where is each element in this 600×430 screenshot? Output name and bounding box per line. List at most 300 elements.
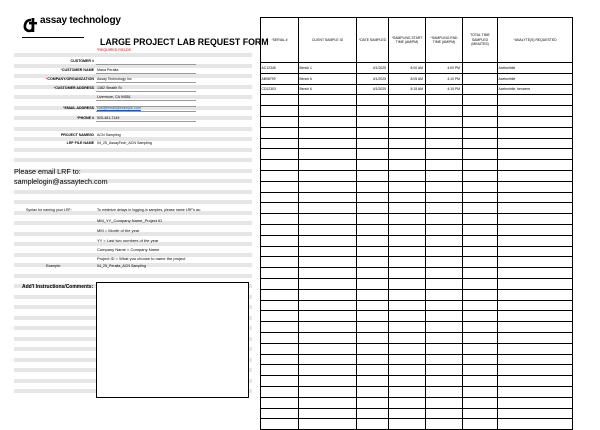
table-cell[interactable] — [261, 322, 299, 333]
band-row — [14, 53, 252, 57]
table-cell[interactable] — [498, 235, 573, 246]
table-cell[interactable] — [463, 397, 498, 408]
table-cell[interactable] — [463, 300, 498, 311]
table-cell[interactable] — [463, 160, 498, 171]
table-cell[interactable] — [498, 322, 573, 333]
additional-instructions-label: Add'l Instructions/Comments: — [22, 284, 94, 290]
table-cell[interactable] — [357, 397, 389, 408]
table-cell[interactable] — [357, 376, 389, 387]
table-cell[interactable] — [299, 386, 357, 397]
table-cell[interactable] — [357, 224, 389, 235]
table-row — [261, 354, 573, 365]
table-cell[interactable] — [299, 311, 357, 322]
table-cell[interactable] — [463, 246, 498, 257]
required-fields-note: *REQUIRED FIELDS — [97, 48, 131, 52]
table-cell[interactable] — [426, 365, 463, 376]
table-cell[interactable]: Bench 1 — [299, 63, 357, 74]
table-cell[interactable] — [426, 419, 463, 430]
table-cell[interactable] — [299, 289, 357, 300]
column-header: CLIENT SAMPLE ID — [299, 18, 357, 63]
table-cell[interactable] — [261, 106, 299, 117]
table-cell[interactable] — [498, 246, 573, 257]
table-cell[interactable] — [357, 116, 389, 127]
table-cell[interactable] — [498, 224, 573, 235]
table-cell[interactable] — [299, 332, 357, 343]
table-cell[interactable]: CD12303 — [261, 84, 299, 95]
table-cell[interactable] — [426, 138, 463, 149]
table-cell[interactable] — [357, 419, 389, 430]
table-cell[interactable] — [498, 397, 573, 408]
field-value[interactable]: 1382 Stealth St — [97, 86, 122, 90]
table-cell[interactable] — [299, 268, 357, 279]
table-cell[interactable] — [389, 160, 426, 171]
table-cell[interactable] — [389, 106, 426, 117]
table-cell[interactable]: Acetonitrile — [498, 63, 573, 74]
table-cell[interactable]: 8:00 AM — [389, 63, 426, 74]
table-cell[interactable] — [426, 408, 463, 419]
table-row — [261, 343, 573, 354]
table-cell[interactable] — [389, 419, 426, 430]
table-cell[interactable] — [261, 397, 299, 408]
band-row — [14, 127, 252, 131]
table-cell[interactable] — [498, 365, 573, 376]
table-cell[interactable] — [357, 127, 389, 138]
table-cell[interactable] — [463, 170, 498, 181]
table-cell[interactable] — [426, 386, 463, 397]
field-underline — [96, 73, 196, 74]
additional-instructions-box[interactable] — [96, 282, 249, 398]
table-cell[interactable] — [426, 246, 463, 257]
table-cell[interactable] — [498, 116, 573, 127]
table-cell[interactable] — [426, 214, 463, 225]
table-cell[interactable] — [261, 268, 299, 279]
table-cell[interactable] — [389, 192, 426, 203]
field-label: *PHONE # — [76, 116, 94, 120]
table-cell[interactable] — [498, 386, 573, 397]
column-header: *SAMPLING START TIME (AM/PM) — [389, 18, 426, 63]
table-cell[interactable] — [261, 278, 299, 289]
table-cell[interactable] — [389, 246, 426, 257]
table-cell[interactable] — [299, 365, 357, 376]
table-cell[interactable] — [261, 365, 299, 376]
table-cell[interactable] — [463, 106, 498, 117]
table-cell[interactable] — [389, 397, 426, 408]
table-cell[interactable] — [357, 386, 389, 397]
table-cell[interactable] — [498, 278, 573, 289]
table-cell[interactable] — [463, 332, 498, 343]
band-row — [14, 85, 252, 89]
table-cell[interactable] — [463, 95, 498, 106]
table-cell[interactable] — [498, 170, 573, 181]
column-header: *ANALYTE(S) REQUESTED — [498, 18, 573, 63]
table-cell[interactable] — [463, 224, 498, 235]
table-cell[interactable] — [498, 408, 573, 419]
table-cell[interactable] — [463, 63, 498, 74]
table-cell[interactable] — [463, 322, 498, 333]
table-cell[interactable] — [299, 214, 357, 225]
table-cell[interactable] — [463, 268, 498, 279]
table-cell[interactable] — [299, 116, 357, 127]
table-cell[interactable] — [389, 354, 426, 365]
table-cell[interactable] — [261, 343, 299, 354]
table-cell[interactable] — [498, 289, 573, 300]
table-row — [261, 408, 573, 419]
table-cell[interactable] — [357, 181, 389, 192]
table-cell[interactable] — [463, 408, 498, 419]
table-cell[interactable] — [389, 300, 426, 311]
table-cell[interactable] — [463, 419, 498, 430]
table-cell[interactable]: 8:05 AM — [389, 73, 426, 84]
table-cell[interactable]: 4:00 PM — [426, 63, 463, 74]
table-cell[interactable] — [426, 116, 463, 127]
table-cell[interactable] — [426, 311, 463, 322]
table-cell[interactable]: Bench 6 — [299, 73, 357, 84]
table-cell[interactable] — [357, 300, 389, 311]
table-cell[interactable] — [498, 192, 573, 203]
table-cell[interactable] — [498, 354, 573, 365]
table-cell[interactable] — [426, 332, 463, 343]
syntax-line: MM = Month of the year — [97, 228, 140, 233]
field-value[interactable]: ACN Sampling — [97, 133, 121, 137]
table-cell[interactable] — [426, 235, 463, 246]
table-row — [261, 311, 573, 322]
table-cell[interactable] — [463, 376, 498, 387]
table-cell[interactable] — [463, 138, 498, 149]
table-cell[interactable] — [463, 343, 498, 354]
table-cell[interactable] — [463, 257, 498, 268]
field-value[interactable]: Mana Peralta — [97, 68, 119, 72]
table-cell[interactable] — [463, 116, 498, 127]
table-cell[interactable] — [357, 170, 389, 181]
syntax-line: MM_YY_Company Name_Project ID — [97, 218, 163, 223]
table-cell[interactable] — [299, 224, 357, 235]
table-cell[interactable] — [426, 170, 463, 181]
table-cell[interactable] — [389, 322, 426, 333]
table-row — [261, 419, 573, 430]
table-cell[interactable] — [426, 376, 463, 387]
table-cell[interactable] — [498, 311, 573, 322]
table-cell[interactable]: 4/1/2025 — [357, 63, 389, 74]
table-cell[interactable] — [357, 311, 389, 322]
table-cell[interactable] — [389, 181, 426, 192]
table-cell[interactable] — [463, 149, 498, 160]
table-cell[interactable]: 4/1/2025 — [357, 73, 389, 84]
table-cell[interactable] — [498, 203, 573, 214]
table-cell[interactable] — [261, 376, 299, 387]
table-cell[interactable] — [261, 95, 299, 106]
table-cell[interactable] — [357, 332, 389, 343]
table-cell[interactable] — [426, 149, 463, 160]
table-cell[interactable] — [426, 354, 463, 365]
table-cell[interactable]: Bench 6 — [299, 84, 357, 95]
table-cell[interactable] — [389, 203, 426, 214]
table-cell[interactable]: AB98799 — [261, 73, 299, 84]
table-cell[interactable] — [357, 138, 389, 149]
table-cell[interactable] — [299, 419, 357, 430]
table-cell[interactable]: 4/1/2025 — [357, 84, 389, 95]
table-cell[interactable] — [463, 181, 498, 192]
field-value[interactable]: cust@email@example.com — [97, 106, 141, 110]
table-cell[interactable] — [299, 127, 357, 138]
table-cell[interactable]: 4:15 PM — [426, 84, 463, 95]
table-cell[interactable] — [299, 203, 357, 214]
table-row — [261, 224, 573, 235]
table-cell[interactable] — [261, 311, 299, 322]
table-cell[interactable] — [389, 289, 426, 300]
table-cell[interactable] — [261, 354, 299, 365]
table-row — [261, 235, 573, 246]
table-row — [261, 192, 573, 203]
table-cell[interactable] — [261, 138, 299, 149]
table-cell[interactable] — [463, 386, 498, 397]
field-underline — [96, 82, 196, 83]
table-cell[interactable] — [357, 160, 389, 171]
table-cell[interactable] — [389, 408, 426, 419]
field-value[interactable]: Livermore, CA 94551 — [97, 95, 131, 99]
table-cell[interactable] — [498, 376, 573, 387]
table-cell[interactable] — [299, 343, 357, 354]
table-cell[interactable] — [299, 106, 357, 117]
table-cell[interactable] — [426, 268, 463, 279]
table-cell[interactable] — [357, 408, 389, 419]
field-label: CUSTOMER # — [70, 59, 94, 63]
table-cell[interactable] — [498, 149, 573, 160]
table-cell[interactable] — [389, 235, 426, 246]
table-cell[interactable] — [463, 73, 498, 84]
band-row — [14, 95, 252, 99]
table-cell[interactable] — [389, 170, 426, 181]
table-cell[interactable]: 4:10 PM — [426, 73, 463, 84]
table-cell[interactable] — [498, 300, 573, 311]
table-cell[interactable] — [357, 354, 389, 365]
table-cell[interactable] — [463, 311, 498, 322]
example-label: Example: — [46, 264, 61, 268]
table-row — [261, 127, 573, 138]
field-value[interactable]: 925-461-7149 — [97, 116, 120, 120]
table-cell[interactable] — [426, 181, 463, 192]
table-row — [261, 214, 573, 225]
table-cell[interactable] — [426, 192, 463, 203]
field-underline — [96, 91, 196, 92]
table-row — [261, 300, 573, 311]
table-cell[interactable] — [426, 257, 463, 268]
table-cell[interactable] — [357, 192, 389, 203]
table-cell[interactable] — [261, 170, 299, 181]
table-cell[interactable] — [498, 343, 573, 354]
field-label: *CUSTOMER ADDRESS — [53, 86, 94, 90]
logo-wordmark: assay technology — [40, 15, 121, 26]
table-cell[interactable] — [299, 397, 357, 408]
table-cell[interactable] — [426, 300, 463, 311]
table-cell[interactable] — [463, 127, 498, 138]
field-value[interactable]: 04_25_AssayTech_ACN Sampling — [97, 141, 152, 145]
table-cell[interactable] — [426, 343, 463, 354]
table-cell[interactable] — [389, 365, 426, 376]
table-cell[interactable] — [299, 408, 357, 419]
table-cell[interactable] — [463, 192, 498, 203]
table-cell[interactable] — [463, 289, 498, 300]
table-row — [261, 386, 573, 397]
table-cell[interactable]: 8:15 AM — [389, 84, 426, 95]
table-cell[interactable] — [357, 106, 389, 117]
table-cell[interactable] — [299, 322, 357, 333]
table-cell[interactable] — [498, 106, 573, 117]
table-cell[interactable] — [463, 278, 498, 289]
table-cell[interactable] — [357, 278, 389, 289]
table-cell[interactable] — [498, 268, 573, 279]
table-cell[interactable] — [389, 257, 426, 268]
table-cell[interactable] — [389, 95, 426, 106]
table-cell[interactable] — [261, 127, 299, 138]
table-cell[interactable]: AC12345 — [261, 63, 299, 74]
table-cell[interactable] — [389, 149, 426, 160]
table-cell[interactable] — [357, 289, 389, 300]
band-row — [14, 116, 252, 120]
table-cell[interactable] — [463, 365, 498, 376]
table-cell[interactable] — [426, 106, 463, 117]
table-cell[interactable] — [463, 235, 498, 246]
table-cell[interactable] — [463, 354, 498, 365]
table-cell[interactable] — [389, 116, 426, 127]
table-cell[interactable] — [261, 224, 299, 235]
table-row — [261, 106, 573, 117]
table-row — [261, 63, 573, 74]
table-cell[interactable] — [299, 149, 357, 160]
table-cell[interactable] — [261, 160, 299, 171]
field-label: PROJECT NAME/ID — [60, 133, 94, 137]
table-cell[interactable] — [498, 181, 573, 192]
table-cell[interactable] — [299, 181, 357, 192]
table-cell[interactable] — [389, 268, 426, 279]
table-cell[interactable] — [498, 257, 573, 268]
table-cell[interactable] — [299, 235, 357, 246]
table-cell[interactable] — [357, 95, 389, 106]
field-underline — [96, 121, 196, 122]
table-cell[interactable] — [299, 376, 357, 387]
table-cell[interactable] — [389, 332, 426, 343]
field-value[interactable]: Assay Technology Inc — [97, 77, 132, 81]
table-cell[interactable] — [261, 181, 299, 192]
table-cell[interactable] — [299, 95, 357, 106]
table-cell[interactable] — [389, 127, 426, 138]
table-cell[interactable] — [426, 224, 463, 235]
table-cell[interactable] — [357, 214, 389, 225]
table-cell[interactable] — [299, 278, 357, 289]
table-cell[interactable] — [299, 170, 357, 181]
field-underline — [96, 64, 196, 65]
table-cell[interactable] — [299, 192, 357, 203]
column-header: *DATE SAMPLED — [357, 18, 389, 63]
table-cell[interactable] — [463, 84, 498, 95]
table-cell[interactable] — [426, 95, 463, 106]
table-cell[interactable] — [357, 322, 389, 333]
table-cell[interactable] — [299, 138, 357, 149]
table-cell[interactable] — [498, 138, 573, 149]
table-cell[interactable] — [299, 257, 357, 268]
table-cell[interactable] — [498, 419, 573, 430]
table-cell[interactable] — [498, 127, 573, 138]
table-cell[interactable] — [357, 246, 389, 257]
table-cell[interactable] — [357, 149, 389, 160]
table-cell[interactable] — [261, 408, 299, 419]
field-underline — [96, 111, 196, 112]
table-cell[interactable] — [357, 257, 389, 268]
table-cell[interactable] — [261, 214, 299, 225]
table-cell[interactable] — [498, 95, 573, 106]
table-row — [261, 246, 573, 257]
table-cell[interactable] — [261, 116, 299, 127]
table-cell[interactable] — [357, 235, 389, 246]
table-cell[interactable] — [389, 138, 426, 149]
table-cell[interactable] — [357, 365, 389, 376]
table-cell[interactable] — [498, 160, 573, 171]
table-cell[interactable]: Acetonitrile — [498, 73, 573, 84]
field-label: LRF FILE NAME — [66, 141, 94, 145]
table-row — [261, 84, 573, 95]
table-cell[interactable] — [426, 203, 463, 214]
table-cell[interactable] — [389, 311, 426, 322]
table-cell[interactable] — [299, 160, 357, 171]
table-cell[interactable] — [389, 343, 426, 354]
table-cell[interactable] — [426, 127, 463, 138]
sample-table — [260, 17, 573, 430]
table-cell[interactable] — [389, 376, 426, 387]
table-cell[interactable] — [498, 214, 573, 225]
table-cell[interactable] — [389, 214, 426, 225]
table-cell[interactable] — [426, 160, 463, 171]
table-cell[interactable] — [261, 386, 299, 397]
email-prompt-address: samplelogin@assaytech.com — [14, 177, 108, 186]
table-cell[interactable] — [426, 397, 463, 408]
field-underline — [96, 100, 196, 101]
table-cell[interactable] — [261, 235, 299, 246]
table-cell[interactable] — [261, 419, 299, 430]
table-cell[interactable] — [426, 322, 463, 333]
table-cell[interactable] — [299, 300, 357, 311]
table-cell[interactable] — [498, 332, 573, 343]
table-cell[interactable] — [463, 203, 498, 214]
table-cell[interactable] — [389, 278, 426, 289]
table-header-row — [261, 18, 573, 63]
table-cell[interactable] — [426, 278, 463, 289]
naming-syntax-label: Syntax for naming your LRF: — [26, 208, 72, 212]
table-cell[interactable] — [261, 203, 299, 214]
table-cell[interactable] — [357, 268, 389, 279]
table-cell[interactable] — [261, 246, 299, 257]
table-cell[interactable]: Acetonitrile, benzene — [498, 84, 573, 95]
table-cell[interactable] — [261, 300, 299, 311]
table-cell[interactable] — [261, 257, 299, 268]
table-cell[interactable] — [357, 203, 389, 214]
table-row — [261, 170, 573, 181]
table-cell[interactable] — [357, 343, 389, 354]
table-cell[interactable] — [389, 224, 426, 235]
table-row — [261, 397, 573, 408]
table-cell[interactable] — [299, 246, 357, 257]
table-row — [261, 365, 573, 376]
band-row — [14, 274, 252, 278]
table-cell[interactable] — [261, 192, 299, 203]
table-row — [261, 160, 573, 171]
table-cell[interactable] — [299, 354, 357, 365]
example-value: 04_25_Peralta_ACN Sampling — [97, 264, 146, 268]
table-cell[interactable] — [261, 332, 299, 343]
table-cell[interactable] — [261, 149, 299, 160]
table-cell[interactable] — [463, 214, 498, 225]
table-cell[interactable] — [426, 289, 463, 300]
table-cell[interactable] — [389, 386, 426, 397]
table-cell[interactable] — [261, 289, 299, 300]
